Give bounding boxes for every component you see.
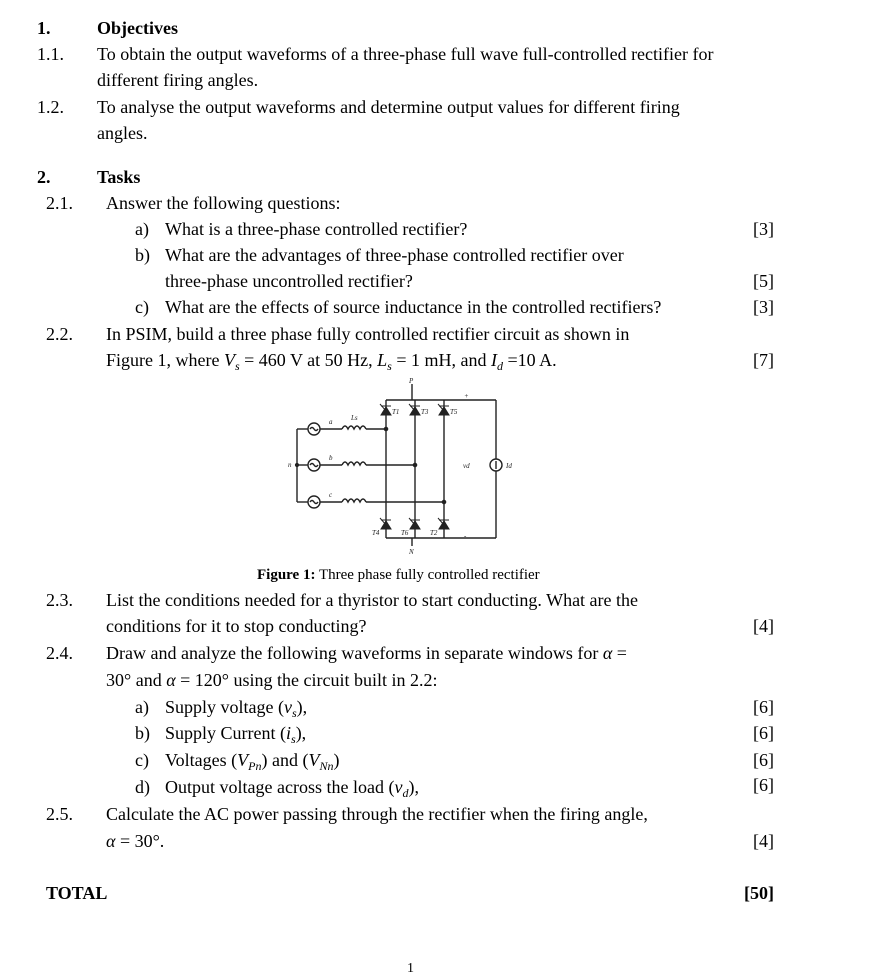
task-2-4-number: 2.4. (46, 643, 73, 663)
label-vd: vd (463, 462, 470, 470)
label-n: n (288, 461, 292, 469)
section-2-heading: Tasks (97, 167, 141, 187)
label-t1: T1 (392, 408, 400, 416)
total-label: TOTAL (46, 883, 108, 903)
label-t5: T5 (450, 408, 458, 416)
task-2-1-b-marks: [5] (753, 271, 774, 291)
task-2-5-marks: [4] (753, 831, 774, 851)
task-2-5-number: 2.5. (46, 804, 73, 824)
task-2-4-b-letter: b) (135, 723, 150, 743)
task-2-1-a-letter: a) (135, 219, 149, 239)
task-2-3-marks: [4] (753, 616, 774, 636)
task-2-2-line1: In PSIM, build a three phase fully controlled rectifier circuit as shown in (106, 324, 630, 344)
task-2-4-c-letter: c) (135, 750, 149, 770)
objective-1-2-line1: To analyse the output waveforms and determine output values for different firing (97, 97, 680, 117)
label-t3: T3 (421, 408, 429, 416)
task-2-3-line2: conditions for it to stop conducting? (106, 616, 367, 636)
figure-1-caption: Figure 1: Three phase fully controlled rectifier (257, 567, 540, 583)
label-plus: + (464, 392, 469, 400)
objective-1-2-line2: angles. (97, 123, 148, 143)
section-1-heading: Objectives (97, 18, 178, 38)
label-ls: Ls (351, 414, 358, 422)
task-2-1-c-marks: [3] (753, 297, 774, 317)
label-c: c (329, 491, 333, 499)
label-n-bus: N (409, 548, 414, 556)
task-2-1-b-line2: three-phase uncontrolled rectifier? (165, 271, 413, 291)
task-2-4-a-marks: [6] (753, 697, 774, 717)
objective-1-1-line1: To obtain the output waveforms of a three-phase full wave full-controlled rectifier for (97, 44, 714, 64)
label-t2: T2 (430, 529, 438, 537)
task-2-4-d-text: Output voltage across the load $(v_d)$, (165, 777, 419, 800)
task-2-2-line2: Figure 1, where $V_s = 460$ V at 50 Hz, $L_s = 1$ mH, and $I_d =10$ A. (106, 350, 557, 373)
task-2-4-d-letter: d) (135, 777, 150, 797)
task-2-1-text: Answer the following questions: (106, 193, 341, 213)
task-2-4-d-marks: [6] (753, 775, 774, 795)
label-b: b (329, 454, 333, 462)
label-a: a (329, 418, 333, 426)
task-2-4-line2: 30° and α = 120° using the circuit built in 2.2: (106, 670, 438, 690)
objective-1-2-number: 1.2. (37, 97, 64, 117)
task-2-4-c-marks: [6] (753, 750, 774, 770)
section-2-number: 2. (37, 167, 51, 187)
task-2-4-b-text: Supply Current $(i_s)$, (165, 723, 307, 746)
task-2-4-a-text: Supply voltage $(v_s)$, (165, 697, 308, 720)
task-2-4-a-letter: a) (135, 697, 149, 717)
total-marks: [50] (744, 883, 774, 903)
task-2-1-a-marks: [3] (753, 219, 774, 239)
label-id: Id (506, 462, 512, 470)
page-number: 1 (407, 961, 414, 976)
label-t4: T4 (372, 529, 380, 537)
objective-1-1-line2: different firing angles. (97, 70, 259, 90)
section-1-number: 1. (37, 18, 51, 38)
objective-1-1-number: 1.1. (37, 44, 64, 64)
rectifier-circuit-diagram (280, 378, 510, 556)
task-2-1-c-text: What are the effects of source inductance in the controlled rectifiers? (165, 297, 662, 317)
task-2-5-line1: Calculate the AC power passing through the rectifier when the firing angle, (106, 804, 648, 824)
task-2-5-line2: α = 30°. (106, 831, 165, 851)
task-2-2-marks: [7] (753, 350, 774, 370)
task-2-3-number: 2.3. (46, 590, 73, 610)
task-2-1-number: 2.1. (46, 193, 73, 213)
task-2-4-line1: Draw and analyze the following waveforms in separate windows for α = (106, 643, 627, 663)
task-2-3-line1: List the conditions needed for a thyristor to start conducting. What are the (106, 590, 639, 610)
task-2-1-c-letter: c) (135, 297, 149, 317)
label-minus: - (464, 532, 467, 540)
task-2-1-b-letter: b) (135, 245, 150, 265)
label-t6: T6 (401, 529, 409, 537)
task-2-4-b-marks: [6] (753, 723, 774, 743)
task-2-2-number: 2.2. (46, 324, 73, 344)
task-2-1-b-line1: What are the advantages of three-phase controlled rectifier over (165, 245, 624, 265)
label-p: P (409, 377, 414, 385)
task-2-1-a-text: What is a three-phase controlled rectifier? (165, 219, 468, 239)
task-2-4-c-text: Voltages $(V_{Pn})$ and $(V_{Nn})$ (165, 750, 340, 773)
